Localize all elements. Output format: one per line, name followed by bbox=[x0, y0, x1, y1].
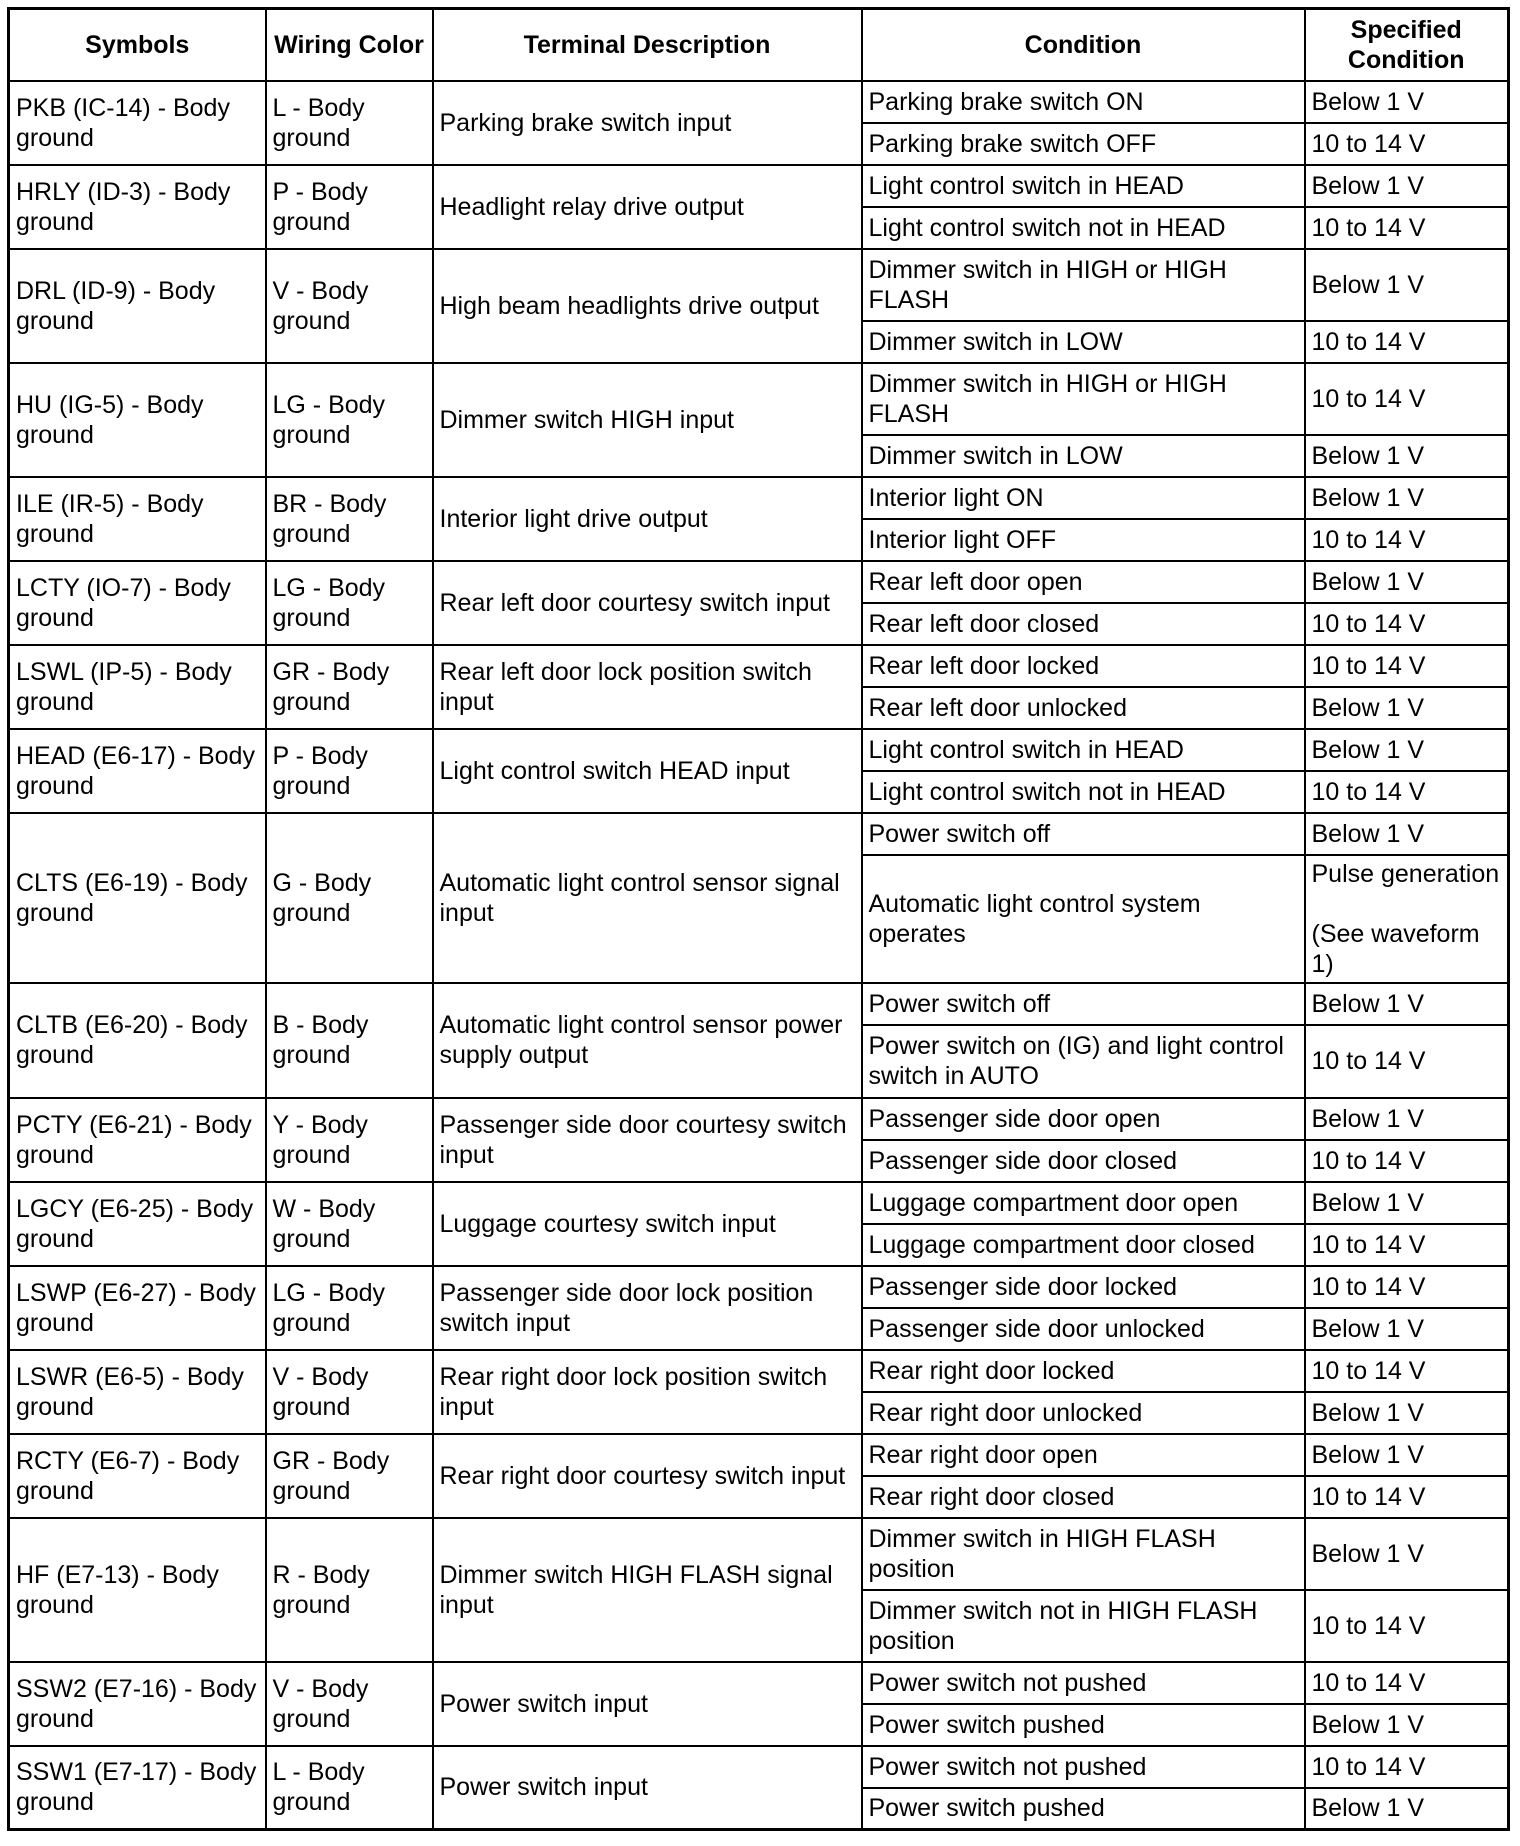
condition-cell: Luggage compartment door open bbox=[862, 1182, 1305, 1224]
table-row bbox=[9, 1182, 1509, 1224]
terminal-description-cell: Rear left door courtesy switch input bbox=[433, 561, 862, 645]
table-row bbox=[9, 477, 1509, 519]
header-symbols: Symbols bbox=[9, 9, 266, 81]
specified-condition-cell: Below 1 V bbox=[1305, 561, 1509, 603]
table-row bbox=[9, 165, 1509, 207]
condition-cell: Interior light ON bbox=[862, 477, 1305, 519]
specified-condition-cell: 10 to 14 V bbox=[1305, 1662, 1509, 1704]
condition-cell: Parking brake switch OFF bbox=[862, 123, 1305, 165]
wiring-color-cell: GR - Body ground bbox=[266, 1434, 433, 1518]
symbol-cell: HRLY (ID-3) - Body ground bbox=[9, 165, 266, 249]
specified-condition-cell: 10 to 14 V bbox=[1305, 1476, 1509, 1518]
condition-cell: Passenger side door closed bbox=[862, 1140, 1305, 1182]
specified-condition-cell: 10 to 14 V bbox=[1305, 1140, 1509, 1182]
wiring-color-cell: R - Body ground bbox=[266, 1518, 433, 1662]
specified-condition-cell: 10 to 14 V bbox=[1305, 1590, 1509, 1662]
specified-condition-cell: 10 to 14 V bbox=[1305, 1025, 1509, 1098]
terminal-description-cell: Passenger side door lock position switch input bbox=[433, 1266, 862, 1350]
wiring-color-cell: BR - Body ground bbox=[266, 477, 433, 561]
table-row bbox=[9, 813, 1509, 855]
specified-condition-cell: Below 1 V bbox=[1305, 435, 1509, 477]
specified-condition-cell: Below 1 V bbox=[1305, 1098, 1509, 1140]
specified-condition-cell: 10 to 14 V bbox=[1305, 519, 1509, 561]
symbol-cell: PCTY (E6-21) - Body ground bbox=[9, 1098, 266, 1182]
terminal-description-cell: High beam headlights drive output bbox=[433, 249, 862, 363]
table-row bbox=[9, 81, 1509, 123]
table-row bbox=[9, 249, 1509, 321]
specified-condition-cell: Below 1 V bbox=[1305, 1788, 1509, 1830]
table-row bbox=[9, 1098, 1509, 1140]
condition-cell: Power switch off bbox=[862, 983, 1305, 1025]
terminal-description-cell: Automatic light control sensor power supply output bbox=[433, 983, 862, 1098]
table-row bbox=[9, 1746, 1509, 1788]
terminal-description-cell: Headlight relay drive output bbox=[433, 165, 862, 249]
specified-condition-cell: 10 to 14 V bbox=[1305, 1746, 1509, 1788]
symbol-cell: HEAD (E6-17) - Body ground bbox=[9, 729, 266, 813]
specified-condition-cell: 10 to 14 V bbox=[1305, 363, 1509, 435]
specified-condition-cell: Below 1 V bbox=[1305, 1434, 1509, 1476]
condition-cell: Power switch off bbox=[862, 813, 1305, 855]
condition-cell: Rear left door closed bbox=[862, 603, 1305, 645]
wiring-color-cell: L - Body ground bbox=[266, 81, 433, 165]
wiring-color-cell: B - Body ground bbox=[266, 983, 433, 1098]
wiring-color-cell: LG - Body ground bbox=[266, 1266, 433, 1350]
header-wiring-color: Wiring Color bbox=[266, 9, 433, 81]
condition-cell: Dimmer switch in HIGH or HIGH FLASH bbox=[862, 363, 1305, 435]
specified-condition-cell: Below 1 V bbox=[1305, 983, 1509, 1025]
specified-condition-cell: 10 to 14 V bbox=[1305, 123, 1509, 165]
symbol-cell: HU (IG-5) - Body ground bbox=[9, 363, 266, 477]
specified-condition-cell: 10 to 14 V bbox=[1305, 603, 1509, 645]
specified-condition-cell: Below 1 V bbox=[1305, 1392, 1509, 1434]
wiring-color-cell: P - Body ground bbox=[266, 165, 433, 249]
wiring-color-cell: V - Body ground bbox=[266, 249, 433, 363]
specified-condition-cell: 10 to 14 V bbox=[1305, 1350, 1509, 1392]
specified-condition-cell: 10 to 14 V bbox=[1305, 1266, 1509, 1308]
header-terminal-description: Terminal Description bbox=[433, 9, 862, 81]
condition-cell: Power switch on (IG) and light control switch in AUTO bbox=[862, 1025, 1305, 1098]
terminal-description-cell: Power switch input bbox=[433, 1662, 862, 1746]
symbol-cell: LSWP (E6-27) - Body ground bbox=[9, 1266, 266, 1350]
header-condition: Condition bbox=[862, 9, 1305, 81]
table-row bbox=[9, 1662, 1509, 1704]
specified-condition-cell: Below 1 V bbox=[1305, 1704, 1509, 1746]
wiring-color-cell: LG - Body ground bbox=[266, 561, 433, 645]
condition-cell: Dimmer switch in LOW bbox=[862, 321, 1305, 363]
condition-cell: Rear right door unlocked bbox=[862, 1392, 1305, 1434]
terminal-description-cell: Parking brake switch input bbox=[433, 81, 862, 165]
symbol-cell: LSWL (IP-5) - Body ground bbox=[9, 645, 266, 729]
table-row bbox=[9, 1434, 1509, 1476]
wiring-color-cell: GR - Body ground bbox=[266, 645, 433, 729]
header-specified-condition: Specified Condition bbox=[1305, 9, 1509, 81]
table-row bbox=[9, 983, 1509, 1025]
terminal-description-cell: Rear left door lock position switch input bbox=[433, 645, 862, 729]
specified-condition-cell: Pulse generation (See waveform 1) bbox=[1305, 855, 1509, 983]
terminal-description-cell: Dimmer switch HIGH input bbox=[433, 363, 862, 477]
condition-cell: Power switch pushed bbox=[862, 1788, 1305, 1830]
specified-condition-cell: Below 1 V bbox=[1305, 165, 1509, 207]
condition-cell: Rear right door locked bbox=[862, 1350, 1305, 1392]
condition-cell: Dimmer switch in HIGH or HIGH FLASH bbox=[862, 249, 1305, 321]
condition-cell: Light control switch not in HEAD bbox=[862, 771, 1305, 813]
wiring-color-cell: G - Body ground bbox=[266, 813, 433, 983]
specified-condition-cell: Below 1 V bbox=[1305, 813, 1509, 855]
specified-condition-cell: Below 1 V bbox=[1305, 1308, 1509, 1350]
symbol-cell: SSW1 (E7-17) - Body ground bbox=[9, 1746, 266, 1830]
wiring-color-cell: V - Body ground bbox=[266, 1662, 433, 1746]
terminal-description-cell: Dimmer switch HIGH FLASH signal input bbox=[433, 1518, 862, 1662]
specified-condition-cell: 10 to 14 V bbox=[1305, 321, 1509, 363]
specified-condition-cell: 10 to 14 V bbox=[1305, 645, 1509, 687]
symbol-cell: PKB (IC-14) - Body ground bbox=[9, 81, 266, 165]
symbol-cell: LGCY (E6-25) - Body ground bbox=[9, 1182, 266, 1266]
specified-condition-cell: Below 1 V bbox=[1305, 687, 1509, 729]
terminal-description-cell: Passenger side door courtesy switch input bbox=[433, 1098, 862, 1182]
condition-cell: Power switch not pushed bbox=[862, 1746, 1305, 1788]
condition-cell: Dimmer switch not in HIGH FLASH position bbox=[862, 1590, 1305, 1662]
condition-cell: Parking brake switch ON bbox=[862, 81, 1305, 123]
specified-condition-cell: Below 1 V bbox=[1305, 729, 1509, 771]
table-row bbox=[9, 729, 1509, 771]
condition-cell: Rear left door open bbox=[862, 561, 1305, 603]
header-row bbox=[9, 9, 1509, 81]
condition-cell: Dimmer switch in LOW bbox=[862, 435, 1305, 477]
symbol-cell: LCTY (IO-7) - Body ground bbox=[9, 561, 266, 645]
specified-condition-cell: Below 1 V bbox=[1305, 477, 1509, 519]
condition-cell: Light control switch not in HEAD bbox=[862, 207, 1305, 249]
terminal-description-cell: Power switch input bbox=[433, 1746, 862, 1830]
table-row bbox=[9, 1266, 1509, 1308]
specified-condition-cell: Below 1 V bbox=[1305, 1518, 1509, 1590]
terminal-description-cell: Light control switch HEAD input bbox=[433, 729, 862, 813]
table-body bbox=[9, 81, 1509, 1830]
terminal-description-cell: Automatic light control sensor signal input bbox=[433, 813, 862, 983]
condition-cell: Luggage compartment door closed bbox=[862, 1224, 1305, 1266]
wiring-color-cell: W - Body ground bbox=[266, 1182, 433, 1266]
condition-cell: Rear right door open bbox=[862, 1434, 1305, 1476]
symbol-cell: CLTS (E6-19) - Body ground bbox=[9, 813, 266, 983]
table-row bbox=[9, 1518, 1509, 1590]
terminal-description-cell: Interior light drive output bbox=[433, 477, 862, 561]
terminal-inspection-table bbox=[7, 7, 1510, 1831]
table-row bbox=[9, 561, 1509, 603]
condition-cell: Rear right door closed bbox=[862, 1476, 1305, 1518]
condition-cell: Rear left door locked bbox=[862, 645, 1305, 687]
condition-cell: Power switch not pushed bbox=[862, 1662, 1305, 1704]
wiring-color-cell: P - Body ground bbox=[266, 729, 433, 813]
condition-cell: Passenger side door locked bbox=[862, 1266, 1305, 1308]
condition-cell: Rear left door unlocked bbox=[862, 687, 1305, 729]
specified-condition-cell: 10 to 14 V bbox=[1305, 1224, 1509, 1266]
terminal-description-cell: Rear right door courtesy switch input bbox=[433, 1434, 862, 1518]
wiring-color-cell: Y - Body ground bbox=[266, 1098, 433, 1182]
condition-cell: Dimmer switch in HIGH FLASH position bbox=[862, 1518, 1305, 1590]
wiring-color-cell: LG - Body ground bbox=[266, 363, 433, 477]
specified-condition-cell: 10 to 14 V bbox=[1305, 771, 1509, 813]
table-row bbox=[9, 1350, 1509, 1392]
condition-cell: Passenger side door unlocked bbox=[862, 1308, 1305, 1350]
symbol-cell: RCTY (E6-7) - Body ground bbox=[9, 1434, 266, 1518]
condition-cell: Light control switch in HEAD bbox=[862, 165, 1305, 207]
table-row bbox=[9, 645, 1509, 687]
specified-condition-cell: Below 1 V bbox=[1305, 1182, 1509, 1224]
symbol-cell: HF (E7-13) - Body ground bbox=[9, 1518, 266, 1662]
condition-cell: Light control switch in HEAD bbox=[862, 729, 1305, 771]
specified-condition-cell: Below 1 V bbox=[1305, 81, 1509, 123]
symbol-cell: ILE (IR-5) - Body ground bbox=[9, 477, 266, 561]
specified-condition-cell: Below 1 V bbox=[1305, 249, 1509, 321]
specified-condition-cell: 10 to 14 V bbox=[1305, 207, 1509, 249]
terminal-description-cell: Rear right door lock position switch input bbox=[433, 1350, 862, 1434]
symbol-cell: SSW2 (E7-16) - Body ground bbox=[9, 1662, 266, 1746]
wiring-color-cell: L - Body ground bbox=[266, 1746, 433, 1830]
symbol-cell: CLTB (E6-20) - Body ground bbox=[9, 983, 266, 1098]
symbol-cell: DRL (ID-9) - Body ground bbox=[9, 249, 266, 363]
table-row bbox=[9, 363, 1509, 435]
condition-cell: Automatic light control system operates bbox=[862, 855, 1305, 983]
terminal-table-page bbox=[7, 7, 1507, 1839]
condition-cell: Passenger side door open bbox=[862, 1098, 1305, 1140]
symbol-cell: LSWR (E6-5) - Body ground bbox=[9, 1350, 266, 1434]
wiring-color-cell: V - Body ground bbox=[266, 1350, 433, 1434]
condition-cell: Interior light OFF bbox=[862, 519, 1305, 561]
condition-cell: Power switch pushed bbox=[862, 1704, 1305, 1746]
terminal-description-cell: Luggage courtesy switch input bbox=[433, 1182, 862, 1266]
